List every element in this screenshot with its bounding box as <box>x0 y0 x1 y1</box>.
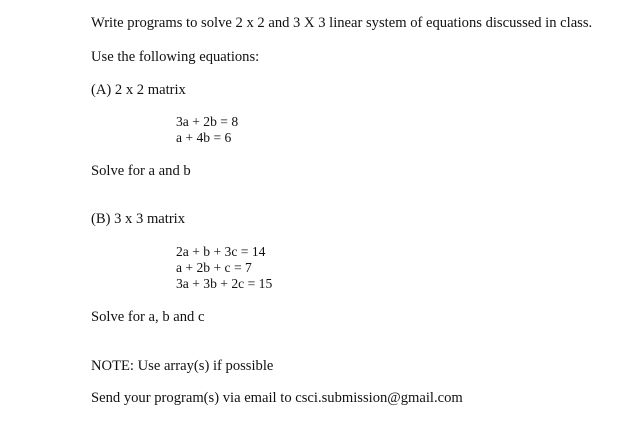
section-b-task: Solve for a, b and c <box>91 309 205 325</box>
submission-text: Send your program(s) via email to csci.submission@gmail.com <box>91 390 463 406</box>
equation-b-3: 3a + 3b + 2c = 15 <box>176 276 273 291</box>
use-following-text: Use the following equations: <box>91 49 260 65</box>
equation-b-1: 2a + b + 3c = 14 <box>176 244 266 259</box>
equation-a-2: a + 4b = 6 <box>176 130 232 145</box>
equation-a-1: 3a + 2b = 8 <box>176 114 239 129</box>
section-b-heading: (B) 3 x 3 matrix <box>91 211 186 227</box>
equation-b-2: a + 2b + c = 7 <box>176 260 252 275</box>
note-text: NOTE: Use array(s) if possible <box>91 358 274 374</box>
section-a-heading: (A) 2 x 2 matrix <box>91 82 186 98</box>
section-a-task: Solve for a and b <box>91 163 191 179</box>
intro-text: Write programs to solve 2 x 2 and 3 X 3 linear system of equations discussed in class. <box>91 15 593 31</box>
